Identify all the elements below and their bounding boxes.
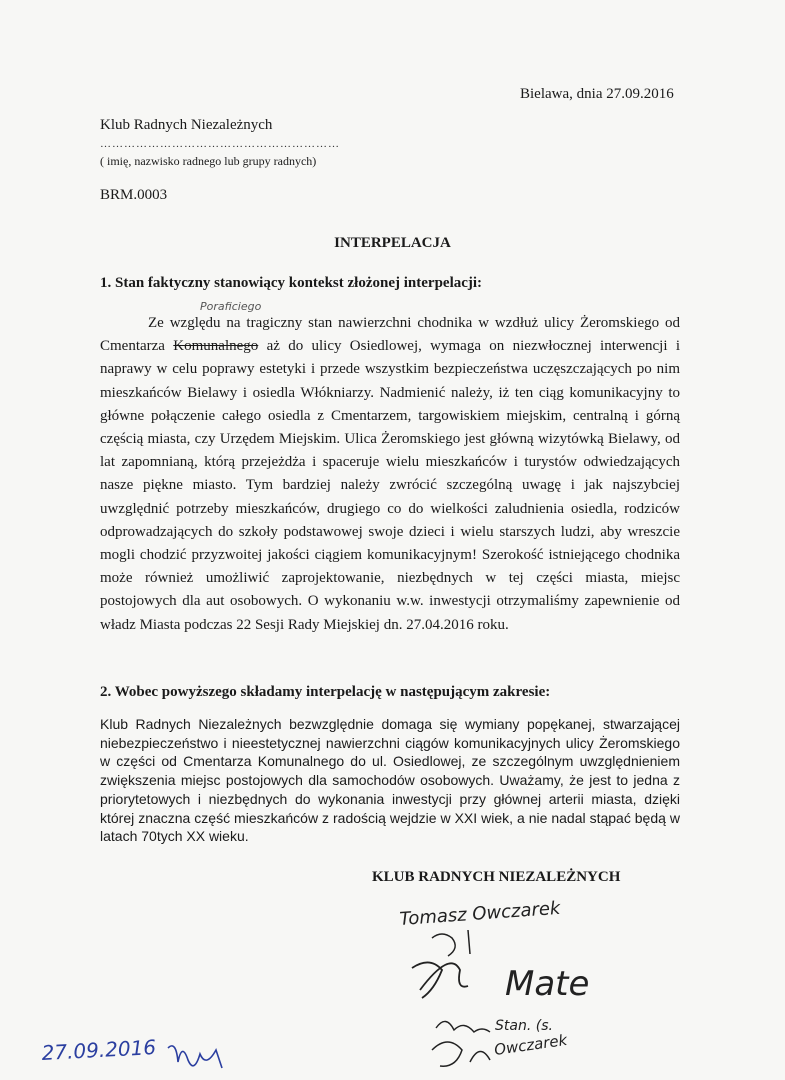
signature-3: [436, 1018, 553, 1034]
signature-1-text: Tomasz Owczarek: [398, 897, 562, 930]
receipt-stamp-note: [41, 1035, 222, 1068]
date-line: Bielawa, dnia 27.09.2016: [520, 86, 674, 102]
signature-4-text: Owczarek: [493, 1030, 569, 1059]
paragraph-text-rest: aż do ulicy Osiedlowej, wymaga on niezwłocznej interwencji i naprawy w celu poprawy estetyki i przede wszystkim bezpieczeństwa uczęszczających po nim mieszkańców Bielawy i osiedla Włókniarzy. Nadmienić należy, iż ten ciąg komunikacyjny to główne połączenie całego osiedla z Cmentarzem, targowiskiem miejskim, centralną i górną częścią miasta, czy Urzędem Miejskim. Ulica Żeromskiego jest główną wizytówką Bielawy, od lat zapomnianą, którą przejeżdża i spaceruje wielu mieszkańców i turystów odwiedzających nasze piękne miasto. Tym bardziej należy zwrócić szczególną uwagę i jak najszybciej uwzględnić potrzeby mieszkańców, drugiego co do wielkości zaludnienia osiedla, rodziców odprowadzających do szkoły podstawowej swoje dzieci i wielu starszych ludzi, aby wreszcie mogli chodzić przyzwoitej jakości ciągiem komunikacyjnym! Szerokość istniejącego chodnika może również umożliwić zaprojektowanie, niezbędnych w tej części miasta, miejsc postojowych dla aut osobowych. O wykonaniu w.w. inwestycji otrzymaliśmy zapewnienie od władz Miasta podczas 22 Sesji Rady Miejskiej dn. 27.04.2016 roku.: [100, 338, 680, 633]
receipt-date: 27.09.2016: [41, 1035, 157, 1065]
signature-1: [399, 898, 563, 956]
handwritten-correction: Poraficiego: [200, 300, 262, 313]
paragraph-text-start: Ze względu na tragiczny stan nawierzchni chodnika w wzdłuż ulicy Żeromskiego od Cmentarza: [100, 315, 680, 355]
signature-2: [412, 962, 589, 1004]
struck-word: Komunalnego: [173, 338, 259, 355]
document-title: INTERPELACJA: [334, 235, 451, 251]
signoff: KLUB RADNYCH NIEZALEŻNYCH: [372, 869, 621, 885]
section2-heading: 2. Wobec powyższego składamy interpelację w następującym zakresie:: [100, 684, 551, 700]
sender-name: Klub Radnych Niezależnych: [100, 117, 273, 133]
dotted-line: ……………………………………………………: [100, 138, 340, 150]
section2-paragraph: Klub Radnych Niezależnych bezwzględnie domaga się wymiany popękanej, stwarzającej niebezpieczeństwo i nieestetycznej nawierzchni ciągów komunikacyjnych ulicy Żeromskiego w części od Cmentarza Komunalnego do ul. Osiedlowej, ze szczególnym uwzględnieniem zwiększenia miejsc postojowych dla samochodów osobowych. Uważamy, że jest to jedna z priorytetowych i niezbędnych do wykonania inwestycji przy głównej arterii miasta, dzięki której znaczna część mieszkańców z radością wejdzie w XXI wiek, a nie nadal stąpać będą w latach 70tych XX wieku.: [100, 716, 680, 845]
signature-3-text: Stan. (s.: [495, 1018, 553, 1034]
signature-4: [432, 1031, 570, 1066]
signature-2-text: Mate: [505, 964, 590, 1004]
reference-number: BRM.0003: [100, 187, 168, 203]
sender-hint: ( imię, nazwisko radnego lub grupy radnych): [100, 154, 317, 168]
section1-heading: 1. Stan faktyczny stanowiący kontekst złożonej interpelacji:: [100, 275, 483, 291]
